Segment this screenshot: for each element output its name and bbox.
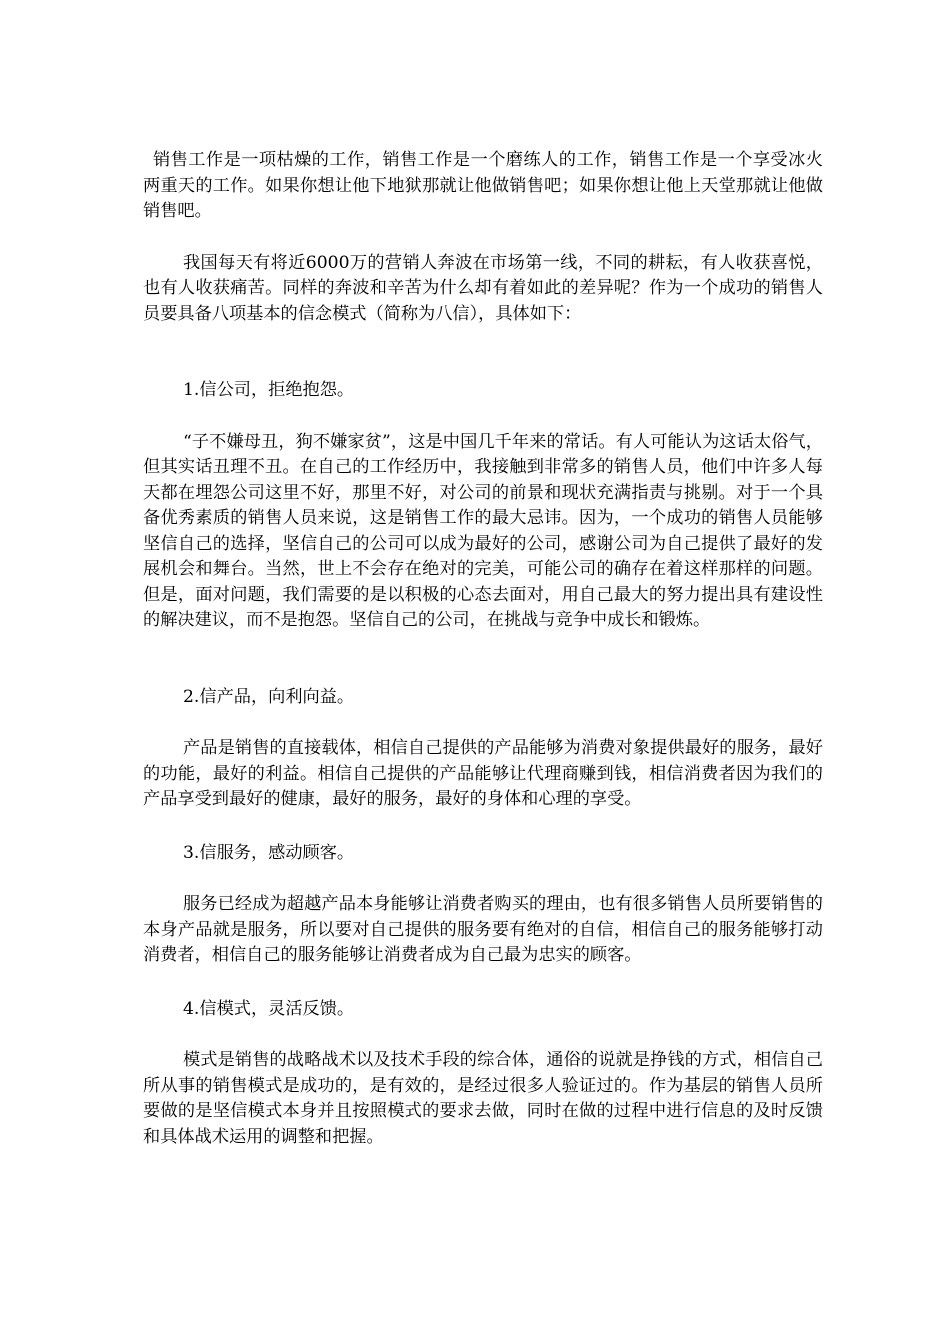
context-paragraph: 我国每天有将近6000万的营销人奔波在市场第一线，不同的耕耘，有人收获喜悦，也有人收获痛苦。同样的奔波和辛苦为什么却有着如此的差异呢？作为一个成功的销售人员要具备八项基本的信念模式（简称为八信），具体如下：: [143, 252, 823, 324]
section-heading-2: 2.信产品，向利向益。: [183, 686, 355, 707]
section-body-2: 产品是销售的直接载体，相信自己提供的产品能够为消费对象提供最好的服务，最好的功能，最好的利益。相信自己提供的产品能够让代理商赚到钱，相信消费者因为我们的产品享受到最好的健康，最好的服务，最好的身体和心理的享受。: [143, 738, 823, 809]
section-body-1: “子不嫌母丑，狗不嫌家贫”，这是中国几千年来的常话。有人可能认为这话太俗气，但其实话丑理不丑。在自己的工作经历中，我接触到非常多的销售人员，他们中许多人每天都在埋怨公司这里不好，那里不好，对公司的前景和现状充满指责与挑剔。对于一个具备优秀素质的销售人员来说，这是销售工作的最大忌讳。因为，一个成功的销售人员能够坚信自己的选择，坚信自己的公司可以成为最好的公司，感谢公司为自己提供了最好的发展机会和舞台。当然，世上不会存在绝对的完美，可能公司的确存在着这样那样的问题。但是，面对问题，我们需要的是以积极的心态去面对，用自己最大的努力提出具有建设性的解决建议，而不是抱怨。坚信自己的公司，在挑战与竞争中成长和锻炼。: [143, 431, 823, 630]
intro-paragraph: 销售工作是一项枯燥的工作，销售工作是一个磨练人的工作，销售工作是一个享受冰火两重天的工作。如果你想让他下地狱那就让他做销售吧；如果你想让他上天堂那就让他做销售吧。: [143, 150, 823, 221]
section-heading-1: 1.信公司，拒绝抱怨。: [183, 380, 355, 400]
document-body: [143, 148, 823, 1150]
section-body-3: 服务已经成为超越产品本身能够让消费者购买的理由，也有很多销售人员所要销售的本身产品就是服务，所以要对自己提供的服务要有绝对的自信，相信自己的服务能够打动消费者，相信自己的服务能够让消费者成为自己最为忠实的顾客。: [143, 894, 823, 965]
section-body-4: 模式是销售的战略战术以及技术手段的综合体，通俗的说就是挣钱的方式，相信自己所从事的销售模式是成功的，是有效的，是经过很多人验证过的。作为基层的销售人员所要做的是坚信模式本身并且按照模式的要求去做，同时在做的过程中进行信息的及时反馈和具体战术运用的调整和把握。: [143, 1050, 823, 1147]
section-heading-4: 4.信模式，灵活反馈。: [183, 998, 355, 1019]
section-heading-3: 3.信服务，感动顾客。: [183, 842, 355, 863]
